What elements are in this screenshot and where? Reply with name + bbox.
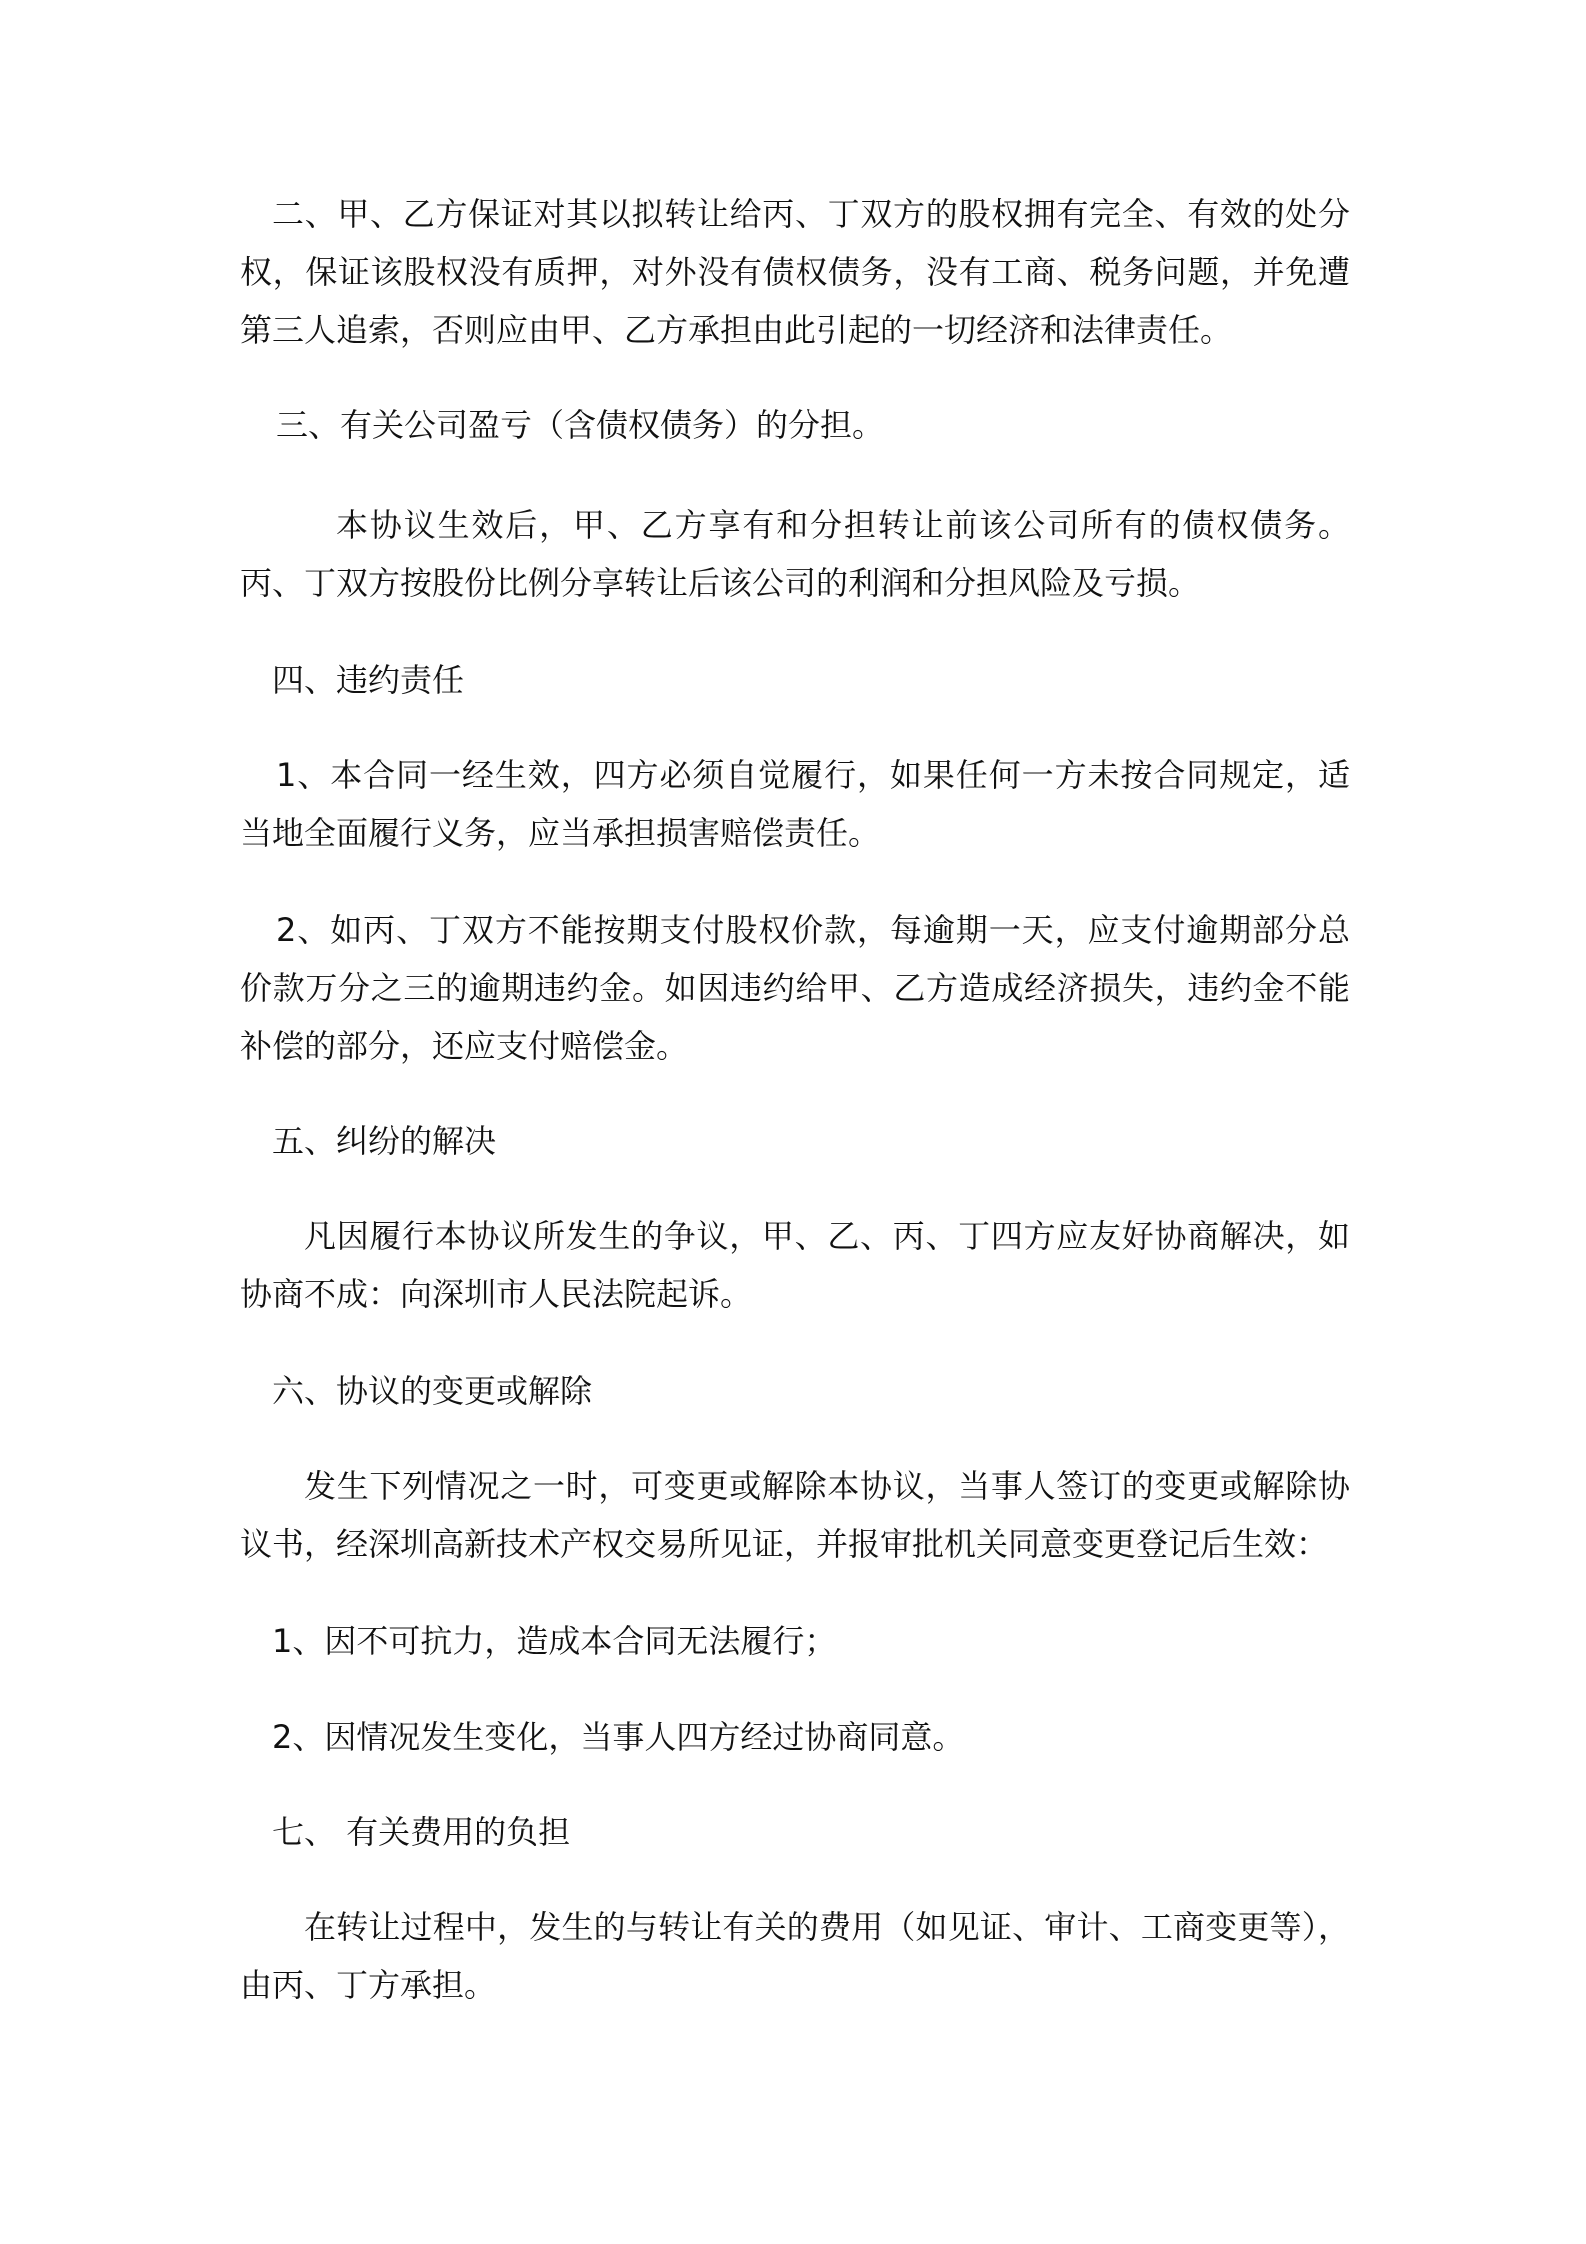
- paragraph-breach-1: 1、本合同一经生效，四方必须自觉履行，如果任何一方未按合同规定，适当地全面履行义务，应当承担损害赔偿责任。: [240, 756, 1350, 852]
- paragraph-disputes: 凡因履行本协议所发生的争议，甲、乙、丙、丁四方应友好协商解决，如协商不成：向深圳市人民法院起诉。: [240, 1217, 1350, 1313]
- list-item-force-majeure: 1、因不可抗力，造成本合同无法履行；: [272, 1622, 837, 1660]
- heading-amendment: 六、协议的变更或解除: [272, 1372, 593, 1410]
- list-item-circumstances: 2、因情况发生变化，当事人四方经过协商同意。: [272, 1718, 965, 1756]
- heading-disputes: 五、纠纷的解决: [272, 1122, 497, 1160]
- paragraph-amendment: 发生下列情况之一时，可变更或解除本协议，当事人签订的变更或解除协议书，经深圳高新技术产权交易所见证，并报审批机关同意变更登记后生效：: [240, 1467, 1350, 1563]
- paragraph-profit-loss: 本协议生效后，甲、乙方享有和分担转让前该公司所有的债权债务。丙、丁双方按股份比例分享转让后该公司的利润和分担风险及亏损。: [240, 506, 1350, 602]
- paragraph-expenses: 在转让过程中，发生的与转让有关的费用（如见证、审计、工商变更等），由丙、丁方承担。: [240, 1908, 1350, 2004]
- paragraph-warranty: 二、甲、乙方保证对其以拟转让给丙、丁双方的股权拥有完全、有效的处分权，保证该股权没有质押，对外没有债权债务，没有工商、税务问题，并免遭第三人追索，否则应由甲、乙方承担由此引起的一切经济和法律责任。: [240, 195, 1350, 349]
- heading-expenses: 七、 有关费用的负担: [272, 1813, 571, 1851]
- heading-breach: 四、违约责任: [272, 661, 465, 699]
- paragraph-breach-2: 2、如丙、丁双方不能按期支付股权价款，每逾期一天，应支付逾期部分总价款万分之三的逾期违约金。如因违约给甲、乙方造成经济损失，违约金不能补偿的部分，还应支付赔偿金。: [240, 911, 1350, 1065]
- heading-profit-loss: 三、有关公司盈亏（含债权债务）的分担。: [276, 406, 885, 444]
